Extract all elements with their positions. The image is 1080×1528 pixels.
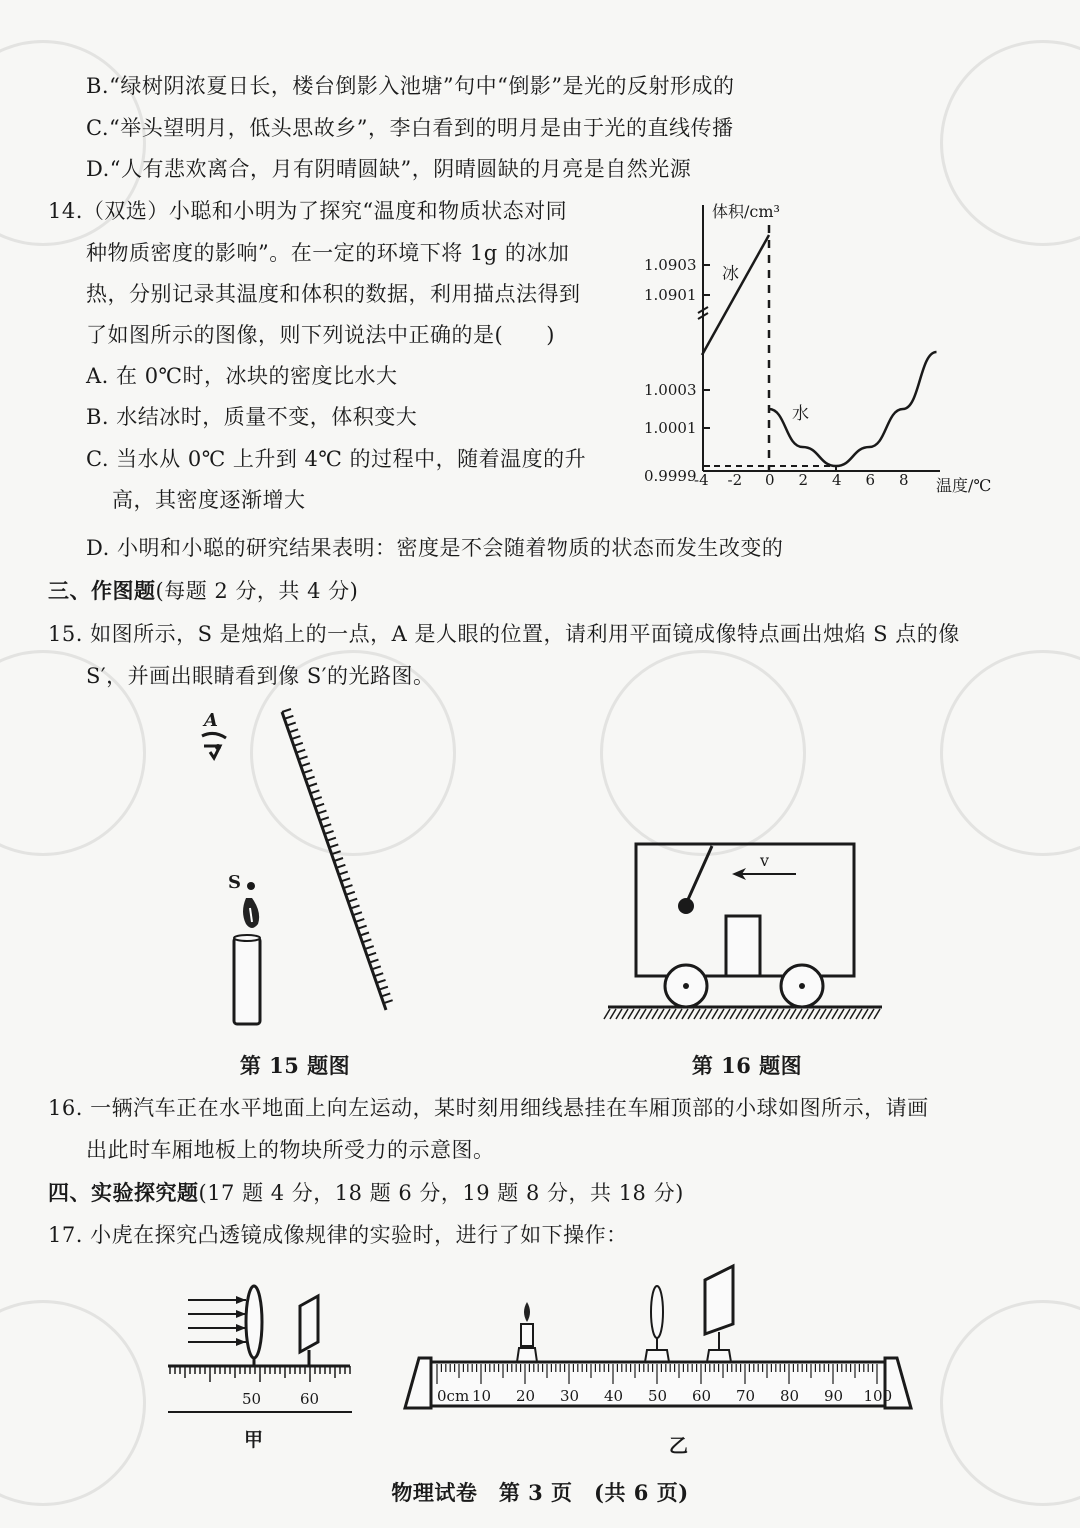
chart-x-tick-label: 2 xyxy=(798,471,809,489)
page-footer: 物理试卷 第 3 页 (共 6 页) xyxy=(391,1480,689,1505)
chart-y-tick-label: 1.0903 xyxy=(644,256,697,274)
chart-y-tick-label: 0.9999 xyxy=(644,467,697,485)
section-4-note: (17 题 4 分，18 题 6 分，19 题 8 分，共 18 分) xyxy=(198,1181,684,1205)
q14-stem-line-2: 种物质密度的影响”。在一定的环境下将 1g 的冰加 xyxy=(86,241,570,265)
figure-jia xyxy=(160,1280,360,1455)
section-4-title: 四、实验探究题 xyxy=(48,1180,199,1205)
point-s xyxy=(247,882,255,890)
chart-y-tick-label: 1.0901 xyxy=(644,286,697,304)
q14-option-c-line-1: C. 当水从 0℃ 上升到 4℃ 的过程中，随着温度的升 xyxy=(86,447,587,471)
bench-leg-left xyxy=(405,1358,431,1408)
watermark-stamp xyxy=(940,1300,1080,1506)
figure-yi-label: 乙 xyxy=(669,1435,689,1457)
q14-option-a: A. 在 0℃时，冰块的密度比水大 xyxy=(86,364,398,388)
watermark-stamp xyxy=(0,1300,146,1506)
chart-y-tick-label: 1.0003 xyxy=(644,381,697,399)
chart-x-tick-label: 6 xyxy=(865,471,876,489)
q13-option-b: B.“绿树阴浓夏日长，楼台倒影入池塘”句中“倒影”是光的反射形成的 xyxy=(86,74,735,98)
ruler-yi-tick-label: 0cm xyxy=(437,1387,470,1405)
figure-yi xyxy=(395,1262,925,1487)
series-label-ice: 冰 xyxy=(722,264,739,284)
hanging-ball xyxy=(678,898,694,914)
q14-stem-line-4: 了如图所示的图像，则下列说法中正确的是( ) xyxy=(86,323,555,347)
series-line-ice xyxy=(702,235,769,355)
ruler-yi-tick-label: 100 xyxy=(863,1387,893,1405)
chart-x-tick-label: 8 xyxy=(899,471,909,489)
q16-line-2: 出此时车厢地板上的物块所受力的示意图。 xyxy=(86,1138,495,1162)
ruler-yi-tick-label: 70 xyxy=(736,1387,756,1405)
chart-x-tick-label: 4 xyxy=(832,471,842,489)
ruler-yi-tick-label: 40 xyxy=(604,1387,624,1405)
candle-icon xyxy=(234,898,260,1024)
ruler-yi-tick-label: 80 xyxy=(780,1387,800,1405)
figure-15-caption: 第 15 题图 xyxy=(239,1053,351,1078)
ruler-yi-tick-label: 30 xyxy=(560,1387,580,1405)
ruler-yi-tick-label: 90 xyxy=(824,1387,844,1405)
ruler-jia-tick-label: 50 xyxy=(242,1390,262,1408)
chart-x-tick-label: 0 xyxy=(765,471,775,489)
q16-line-1: 16. 一辆汽车正在水平地面上向左运动，某时刻用细线悬挂在车厢顶部的小球如图所示，请画 xyxy=(48,1096,929,1120)
chart-y-tick-label: 1.0001 xyxy=(644,419,697,437)
ruler-jia-tick-label: 60 xyxy=(300,1390,320,1408)
figure-16-caption: 第 16 题图 xyxy=(691,1053,803,1078)
q13-option-c: C.“举头望明月，低头思故乡”，李白看到的明月是由于光的直线传播 xyxy=(86,116,734,140)
q13-option-d: D.“人有悲欢离合，月有阴晴圆缺”，阴晴圆缺的月亮是自然光源 xyxy=(86,157,692,181)
volume-temperature-chart xyxy=(630,195,1030,500)
ruler-yi-tick-label: 20 xyxy=(516,1387,536,1405)
screen xyxy=(300,1296,318,1352)
watermark-stamp xyxy=(600,650,806,856)
chart-x-tick-label: -4 xyxy=(694,471,709,489)
chart-x-tick-label: -2 xyxy=(727,471,743,489)
chart-y-axis-label: 体积/cm³ xyxy=(712,202,780,221)
candle-icon xyxy=(517,1302,537,1362)
q14-stem-line-3: 热，分别记录其温度和体积的数据，利用描点法得到 xyxy=(86,282,581,306)
plane-mirror xyxy=(282,709,393,1010)
label-s: S xyxy=(228,872,241,893)
ruler-yi-tick-label: 10 xyxy=(472,1387,492,1405)
figure-15 xyxy=(190,700,420,1040)
q14-option-c-line-2: 高，其密度逐渐增大 xyxy=(112,488,306,512)
ruler-yi-tick-label: 50 xyxy=(648,1387,668,1405)
q14-option-b: B. 水结冰时，质量不变，体积变大 xyxy=(86,405,418,429)
figure-16 xyxy=(600,830,890,1030)
watermark-stamp xyxy=(940,650,1080,856)
figure-jia-label: 甲 xyxy=(244,1429,264,1451)
section-3-heading xyxy=(48,575,358,605)
eye-icon xyxy=(202,733,226,758)
section-3-title: 三、作图题 xyxy=(48,578,156,603)
q17-line-1: 17. 小虎在探究凸透镜成像规律的实验时，进行了如下操作： xyxy=(48,1223,628,1247)
q15-line-1: 15. 如图所示，S 是烛焰上的一点，A 是人眼的位置，请利用平面镜成像特点画出烛焰 S 点的像 xyxy=(48,622,960,646)
screen xyxy=(705,1266,733,1362)
series-label-water: 水 xyxy=(792,404,809,424)
q14-option-d: D. 小明和小聪的研究结果表明：密度是不会随着物质的状态而发生改变的 xyxy=(86,536,784,560)
convex-lens xyxy=(645,1286,669,1362)
velocity-label: v xyxy=(760,851,770,870)
label-a: A xyxy=(204,710,218,731)
hanging-string xyxy=(686,846,712,904)
section-4-heading xyxy=(48,1177,684,1207)
section-3-note: (每题 2 分，共 4 分) xyxy=(155,579,359,603)
q15-line-2: S′，并画出眼睛看到像 S′的光路图。 xyxy=(86,664,435,688)
ruler-yi-tick-label: 60 xyxy=(692,1387,712,1405)
floor-block xyxy=(726,916,760,976)
chart-x-axis-label: 温度/℃ xyxy=(936,476,992,495)
convex-lens xyxy=(246,1286,262,1358)
q14-stem-line-1: 14.（双选）小聪和小明为了探究“温度和物质状态对同 xyxy=(48,199,568,223)
